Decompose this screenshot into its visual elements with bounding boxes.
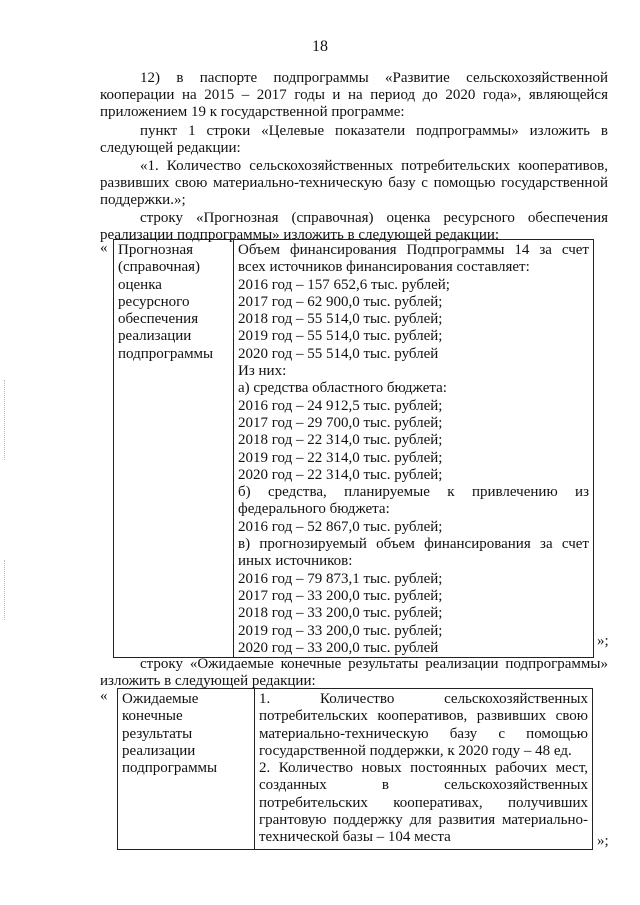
table-row-header: Ожидаемые конечные результаты реализации подпрограммы bbox=[118, 689, 255, 850]
intro-paragraph: 12) в паспорте подпрограммы «Развитие сельскохозяйственной кооперации на 2015 – 2017 годы и на период до 2020 года», являющейся приложением 19 к государственной программе: bbox=[100, 70, 608, 120]
quote1-paragraph: «1. Количество сельскохозяйственных потребительских кооперативов, развивших свою материально-техническую базу с помощью государственной поддержки.»; bbox=[100, 158, 608, 208]
table-row-content: 1. Количество сельскохозяйственных потребительских кооперативов, развивших свою материально-техническую базу с помощью государственной поддержки, к 2020 году – 48 ед. 2. Количество новых постоянных рабочих мест, созданных в сельскохозяйственных потребительских кооперативах, получивших грантовую поддержку для развития материально- технической базы – 104 места bbox=[255, 689, 593, 850]
row-intro-1: строку «Прогнозная (справочная) оценка ресурсного обеспечения реализации подпрограммы» изложить в следующей редакции: bbox=[100, 210, 608, 243]
page-number: 18 bbox=[312, 38, 328, 55]
opening-quote-2: « bbox=[100, 688, 108, 704]
closing-quote-2: »; bbox=[597, 833, 609, 849]
row-intro-2: строку «Ожидаемые конечные результаты реализации подпрограммы» изложить в следующей редакции: bbox=[100, 656, 608, 689]
point1-paragraph: пункт 1 строки «Целевые показатели подпрограммы» изложить в следующей редакции: bbox=[100, 123, 608, 156]
resource-estimate-table bbox=[113, 239, 594, 658]
table-row-header: Прогнозная (справочная) оценка ресурсного обеспечения реализации подпрограммы bbox=[114, 240, 234, 658]
expected-results-table bbox=[117, 688, 593, 850]
scan-margin-marks bbox=[4, 560, 7, 620]
table-row-content: Объем финансирования Подпрограммы 14 за счет всех источников финансирования составляет: 2016 год – 157 652,6 тыс. рублей; 2017 год – 62 900,0 тыс. рублей; 2018 год – 55 514,0 тыс. рублей; 2019 год – 55 514,0 тыс. рублей; 2020 год – 55 514,0 тыс. рублей Из них: а) средства областного бюджета: 2016 год – 24 912,5 тыс. рублей; 2017 год – 29 700,0 тыс. рублей; 2018 год – 22 314,0 тыс. рублей; 2019 год – 22 314,0 тыс. рублей; 2020 год – 22 314,0 тыс. рублей; б) средства, планируемые к привлечению из федерального бюджета: 2016 год – 52 867,0 тыс. рублей; в) прогнозируемый объем финансирования за счет иных источников: 2016 год – 79 873,1 тыс. рублей; 2017 год – 33 200,0 тыс. рублей; 2018 год – 33 200,0 тыс. рублей; 2019 год – 33 200,0 тыс. рублей; 2020 год – 33 200,0 тыс. рублей bbox=[234, 240, 594, 658]
scan-margin-marks bbox=[4, 380, 7, 460]
closing-quote-1: »; bbox=[597, 633, 609, 649]
opening-quote-1: « bbox=[100, 240, 108, 256]
table-row bbox=[118, 689, 593, 850]
table-row bbox=[114, 240, 594, 658]
